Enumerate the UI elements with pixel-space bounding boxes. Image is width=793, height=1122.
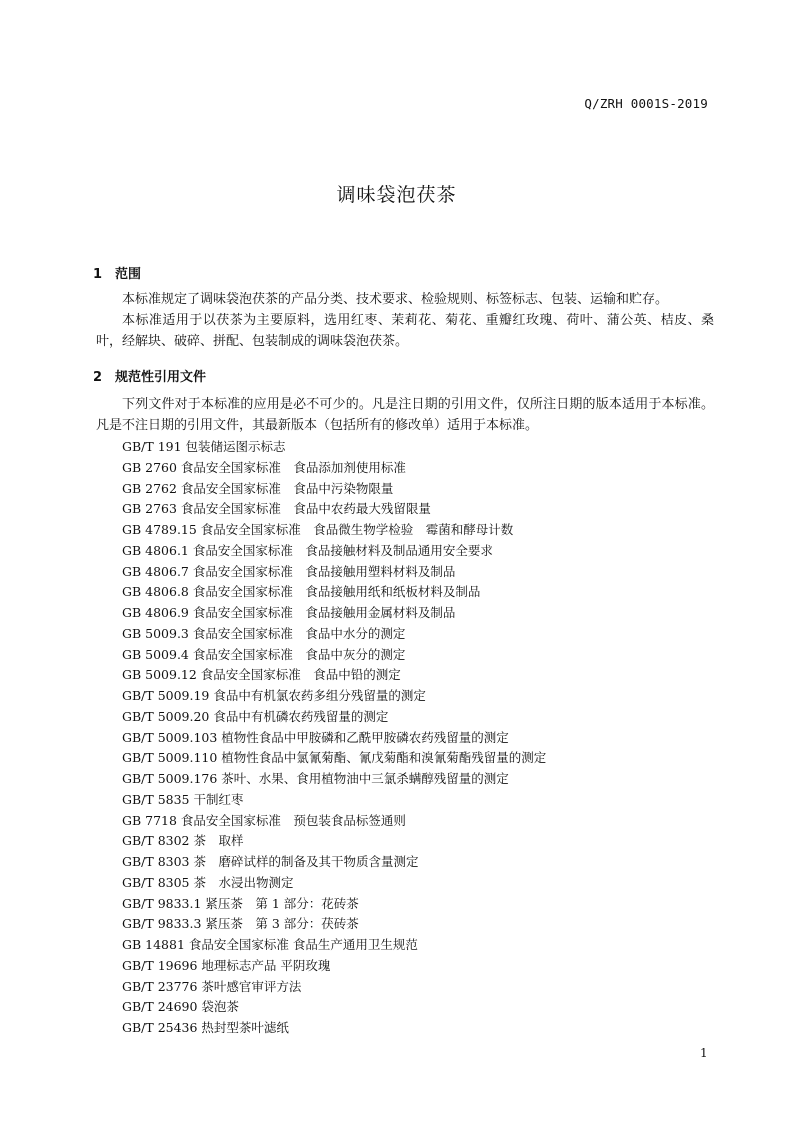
scope-paragraph-2: 本标准适用于以茯茶为主要原料，选用红枣、茉莉花、菊花、重瓣红玫瑰、荷叶、蒲公英、桔皮、桑叶，经解块、破碎、拼配、包装制成的调味袋泡茯茶。 bbox=[96, 313, 714, 349]
reference-item: GB/T 24690 袋泡茶 bbox=[122, 999, 239, 1015]
reference-item: GB 4806.8 食品安全国家标准 食品接触用纸和纸板材料及制品 bbox=[122, 584, 481, 600]
section-1-heading bbox=[93, 263, 141, 282]
section-number: 1 bbox=[93, 267, 103, 282]
reference-item: GB 5009.12 食品安全国家标准 食品中铅的测定 bbox=[122, 667, 401, 683]
reference-item: GB/T 19696 地理标志产品 平阴玫瑰 bbox=[122, 957, 331, 973]
reference-item: GB 5009.3 食品安全国家标准 食品中水分的测定 bbox=[122, 625, 406, 641]
reference-item: GB 5009.4 食品安全国家标准 食品中灰分的测定 bbox=[122, 646, 406, 662]
reference-item: GB/T 5835 干制红枣 bbox=[122, 791, 244, 807]
reference-item: GB 2763 食品安全国家标准 食品中农药最大残留限量 bbox=[122, 501, 431, 517]
reference-item: GB 4806.7 食品安全国家标准 食品接触用塑料材料及制品 bbox=[122, 563, 456, 579]
reference-item: GB/T 8302 茶 取样 bbox=[122, 833, 244, 849]
reference-item: GB/T 23776 茶叶感官审评方法 bbox=[122, 978, 302, 994]
reference-item: GB/T 191 包装储运图示标志 bbox=[122, 439, 286, 454]
normative-reference-list bbox=[122, 437, 546, 1039]
reference-item: GB 14881 食品安全国家标准 食品生产通用卫生规范 bbox=[122, 937, 418, 952]
reference-item: GB/T 5009.110 植物性食品中氯氰菊酯、氰戊菊酯和溴氰菊酯残留量的测定 bbox=[122, 750, 547, 766]
reference-item: GB/T 5009.103 植物性食品中甲胺磷和乙酰甲胺磷农药残留量的测定 bbox=[122, 729, 509, 745]
reference-item: GB 4806.1 食品安全国家标准 食品接触材料及制品通用安全要求 bbox=[122, 542, 493, 558]
page-number: 1 bbox=[700, 1046, 708, 1060]
section-title: 规范性引用文件 bbox=[115, 370, 207, 385]
reference-item: GB/T 25436 热封型茶叶滤纸 bbox=[122, 1020, 289, 1035]
reference-item: GB/T 5009.19 食品中有机氯农药多组分残留量的测定 bbox=[122, 688, 426, 703]
reference-item: GB 7718 食品安全国家标准 预包装食品标签通则 bbox=[122, 812, 406, 828]
reference-item: GB 4789.15 食品安全国家标准 食品微生物学检验 霉菌和酵母计数 bbox=[122, 522, 514, 537]
reference-item: GB/T 8305 茶 水浸出物测定 bbox=[122, 874, 294, 890]
reference-item: GB/T 8303 茶 磨碎试样的制备及其干物质含量测定 bbox=[122, 854, 419, 869]
reference-item: GB/T 9833.3 紧压茶 第 3 部分：茯砖茶 bbox=[122, 916, 359, 932]
reference-item: GB/T 5009.176 茶叶、水果、食用植物油中三氯杀螨醇残留量的测定 bbox=[122, 771, 509, 786]
section-2-heading bbox=[93, 366, 206, 385]
reference-item: GB 2762 食品安全国家标准 食品中污染物限量 bbox=[122, 480, 394, 496]
section-number: 2 bbox=[93, 370, 103, 385]
reference-item: GB/T 5009.20 食品中有机磷农药残留量的测定 bbox=[122, 708, 389, 724]
document-title: 调味袋泡茯茶 bbox=[336, 184, 457, 206]
scope-paragraph-1: 本标准规定了调味袋泡茯茶的产品分类、技术要求、检验规则、标签标志、包装、运输和贮存。 bbox=[122, 292, 669, 307]
references-intro-paragraph: 下列文件对于本标准的应用是必不可少的。凡是注日期的引用文件，仅所注日期的版本适用于本标准。凡是不注日期的引用文件，其最新版本（包括所有的修改单）适用于本标准。 bbox=[96, 397, 714, 433]
standard-code: Q/ZRH 0001S-2019 bbox=[584, 96, 708, 111]
reference-item: GB 4806.9 食品安全国家标准 食品接触用金属材料及制品 bbox=[122, 605, 456, 620]
reference-item: GB 2760 食品安全国家标准 食品添加剂使用标准 bbox=[122, 459, 406, 475]
reference-item: GB/T 9833.1 紧压茶 第 1 部分：花砖茶 bbox=[122, 895, 359, 911]
section-title: 范围 bbox=[115, 267, 142, 282]
